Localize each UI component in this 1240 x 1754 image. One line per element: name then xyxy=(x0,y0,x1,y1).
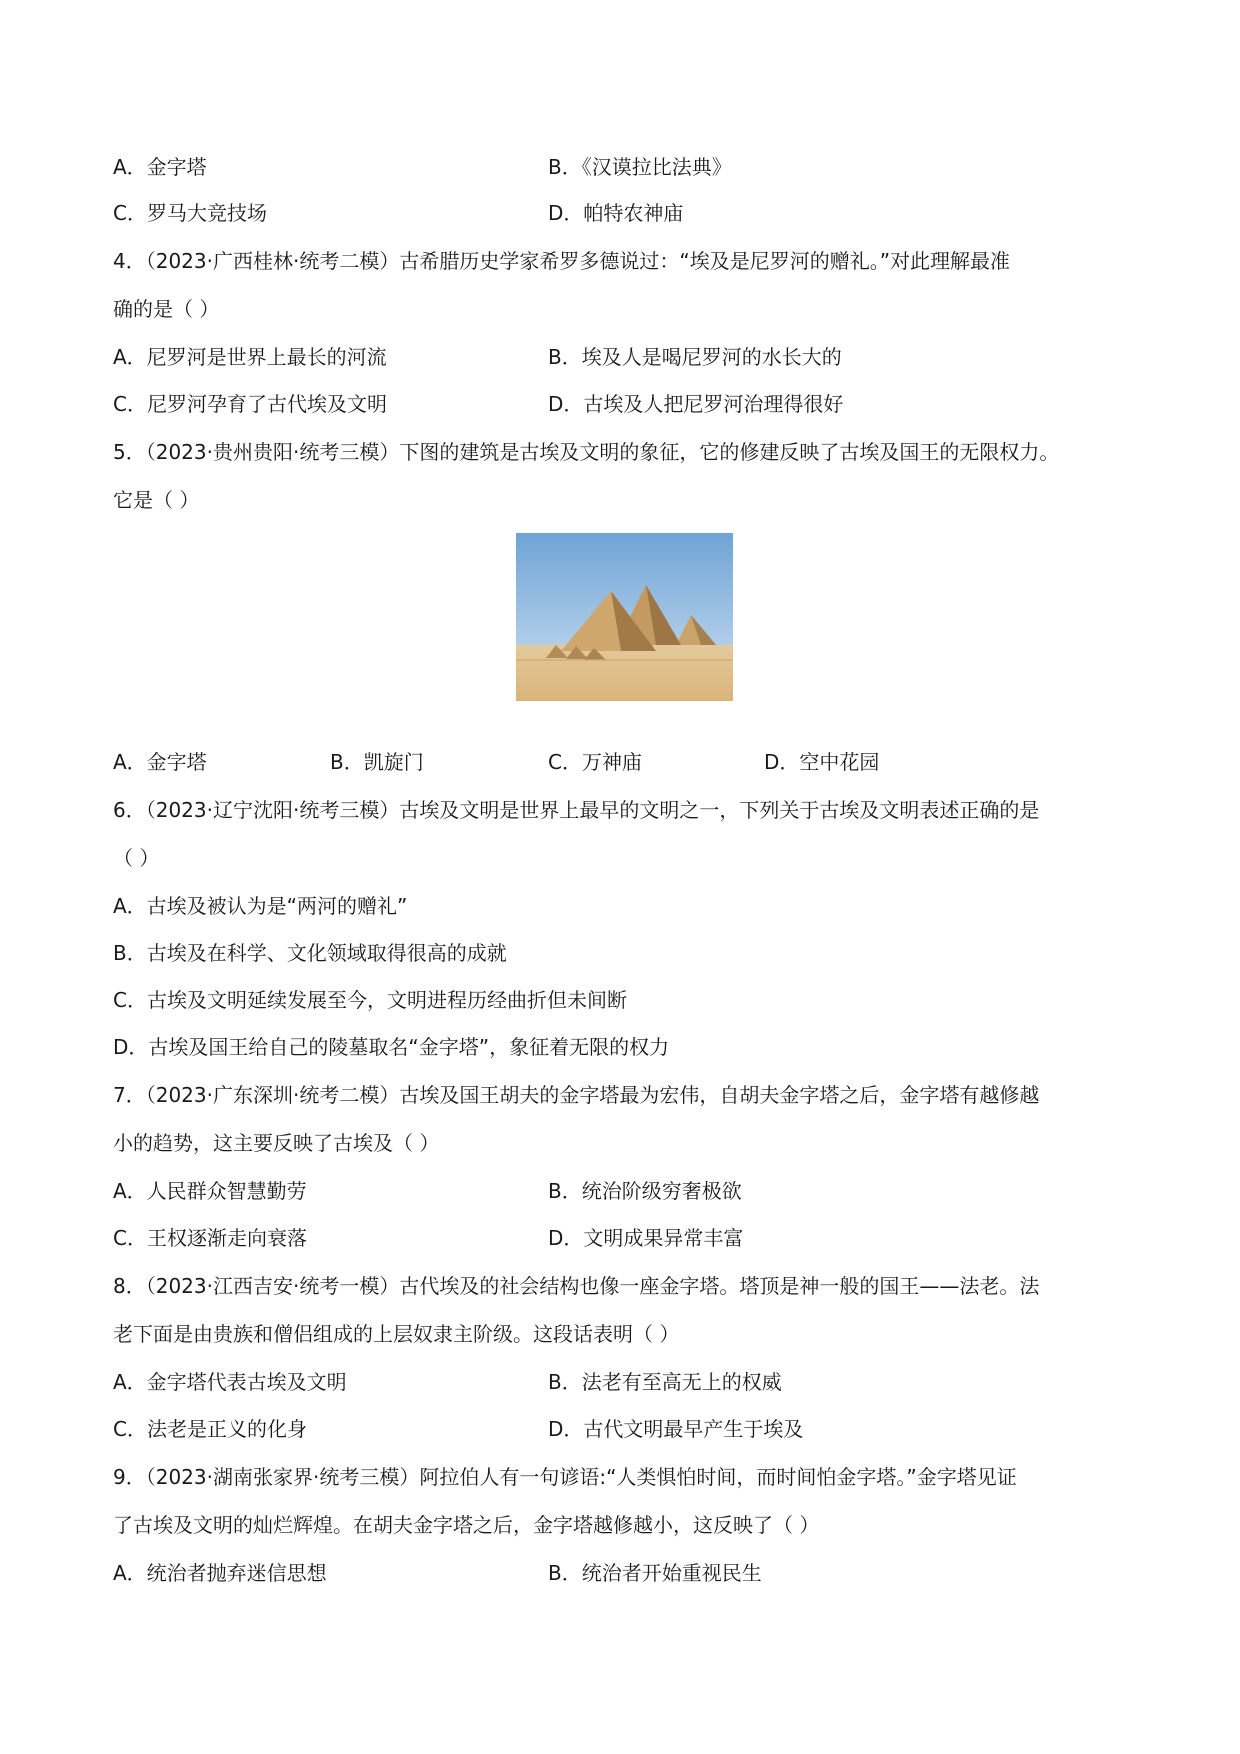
q6-option-d: D．古埃及国王给自己的陵墓取名“金字塔”，象征着无限的权力 xyxy=(113,1035,670,1059)
q3-option-d: D．帕特农神庙 xyxy=(548,201,684,225)
q3-option-a: A．金字塔 xyxy=(113,155,207,179)
q7-option-d: D．文明成果异常丰富 xyxy=(548,1226,744,1250)
q6-option-c: C．古埃及文明延续发展至今，文明进程历经曲折但未间断 xyxy=(113,988,627,1012)
q6-stem-line1: 6．（2023·辽宁沈阳·统考三模）古埃及文明是世界上最早的文明之一，下列关于古埃及文明表述正确的是 xyxy=(113,798,1040,822)
q8-option-b: B．法老有至高无上的权威 xyxy=(548,1370,782,1394)
q5-option-d: D．空中花园 xyxy=(764,750,880,774)
q8-stem-line2: 老下面是由贵族和僧侣组成的上层奴隶主阶级。这段话表明（ ） xyxy=(113,1322,680,1346)
q8-option-d: D．古代文明最早产生于埃及 xyxy=(548,1417,804,1441)
q9-stem-line2: 了古埃及文明的灿烂辉煌。在胡夫金字塔之后，金字塔越修越小，这反映了（ ） xyxy=(113,1513,820,1537)
q7-option-b: B．统治阶级穷奢极欲 xyxy=(548,1179,742,1203)
q5-option-b: B．凯旋门 xyxy=(330,750,424,774)
q4-option-c: C．尼罗河孕育了古代埃及文明 xyxy=(113,392,387,416)
q7-stem-line1: 7．（2023·广东深圳·统考二模）古埃及国王胡夫的金字塔最为宏伟，自胡夫金字塔之后，金字塔有越修越 xyxy=(113,1083,1040,1107)
q9-option-a: A．统治者抛弃迷信思想 xyxy=(113,1561,327,1585)
q4-option-b: B．埃及人是喝尼罗河的水长大的 xyxy=(548,345,842,369)
q3-option-c: C．罗马大竞技场 xyxy=(113,201,267,225)
q6-option-b: B．古埃及在科学、文化领域取得很高的成就 xyxy=(113,941,507,965)
q5-stem-line1: 5．（2023·贵州贵阳·统考三模）下图的建筑是古埃及文明的象征，它的修建反映了古埃及国王的无限权力。 xyxy=(113,440,1060,464)
q8-option-c: C．法老是正义的化身 xyxy=(113,1417,307,1441)
q9-stem-line1: 9．（2023·湖南张家界·统考三模）阿拉伯人有一句谚语:“人类惧怕时间，而时间怕金字塔。”金字塔见证 xyxy=(113,1465,1017,1489)
q7-option-a: A．人民群众智慧勤劳 xyxy=(113,1179,307,1203)
q4-stem-line1: 4．（2023·广西桂林·统考二模）古希腊历史学家希罗多德说过：“埃及是尼罗河的赠礼。”对此理解最准 xyxy=(113,249,1011,273)
q4-option-a: A．尼罗河是世界上最长的河流 xyxy=(113,345,387,369)
q5-stem-line2: 它是（ ） xyxy=(113,488,200,512)
q3-option-b: B．《汉谟拉比法典》 xyxy=(548,155,732,179)
q9-option-b: B．统治者开始重视民生 xyxy=(548,1561,762,1585)
q6-stem-line2: （ ） xyxy=(113,846,160,870)
q5-option-a: A．金字塔 xyxy=(113,750,207,774)
pyramids-photo xyxy=(516,533,733,701)
q8-option-a: A．金字塔代表古埃及文明 xyxy=(113,1370,347,1394)
q8-stem-line1: 8．（2023·江西吉安·统考一模）古代埃及的社会结构也像一座金字塔。塔顶是神一般的国王——法老。法 xyxy=(113,1274,1040,1298)
q7-stem-line2: 小的趋势，这主要反映了古埃及（ ） xyxy=(113,1131,440,1155)
q4-option-d: D．古埃及人把尼罗河治理得很好 xyxy=(548,392,844,416)
q4-stem-line2: 确的是（ ） xyxy=(113,297,220,321)
q7-option-c: C．王权逐渐走向衰落 xyxy=(113,1226,307,1250)
q5-option-c: C．万神庙 xyxy=(548,750,642,774)
q6-option-a: A．古埃及被认为是“两河的赠礼” xyxy=(113,894,408,918)
